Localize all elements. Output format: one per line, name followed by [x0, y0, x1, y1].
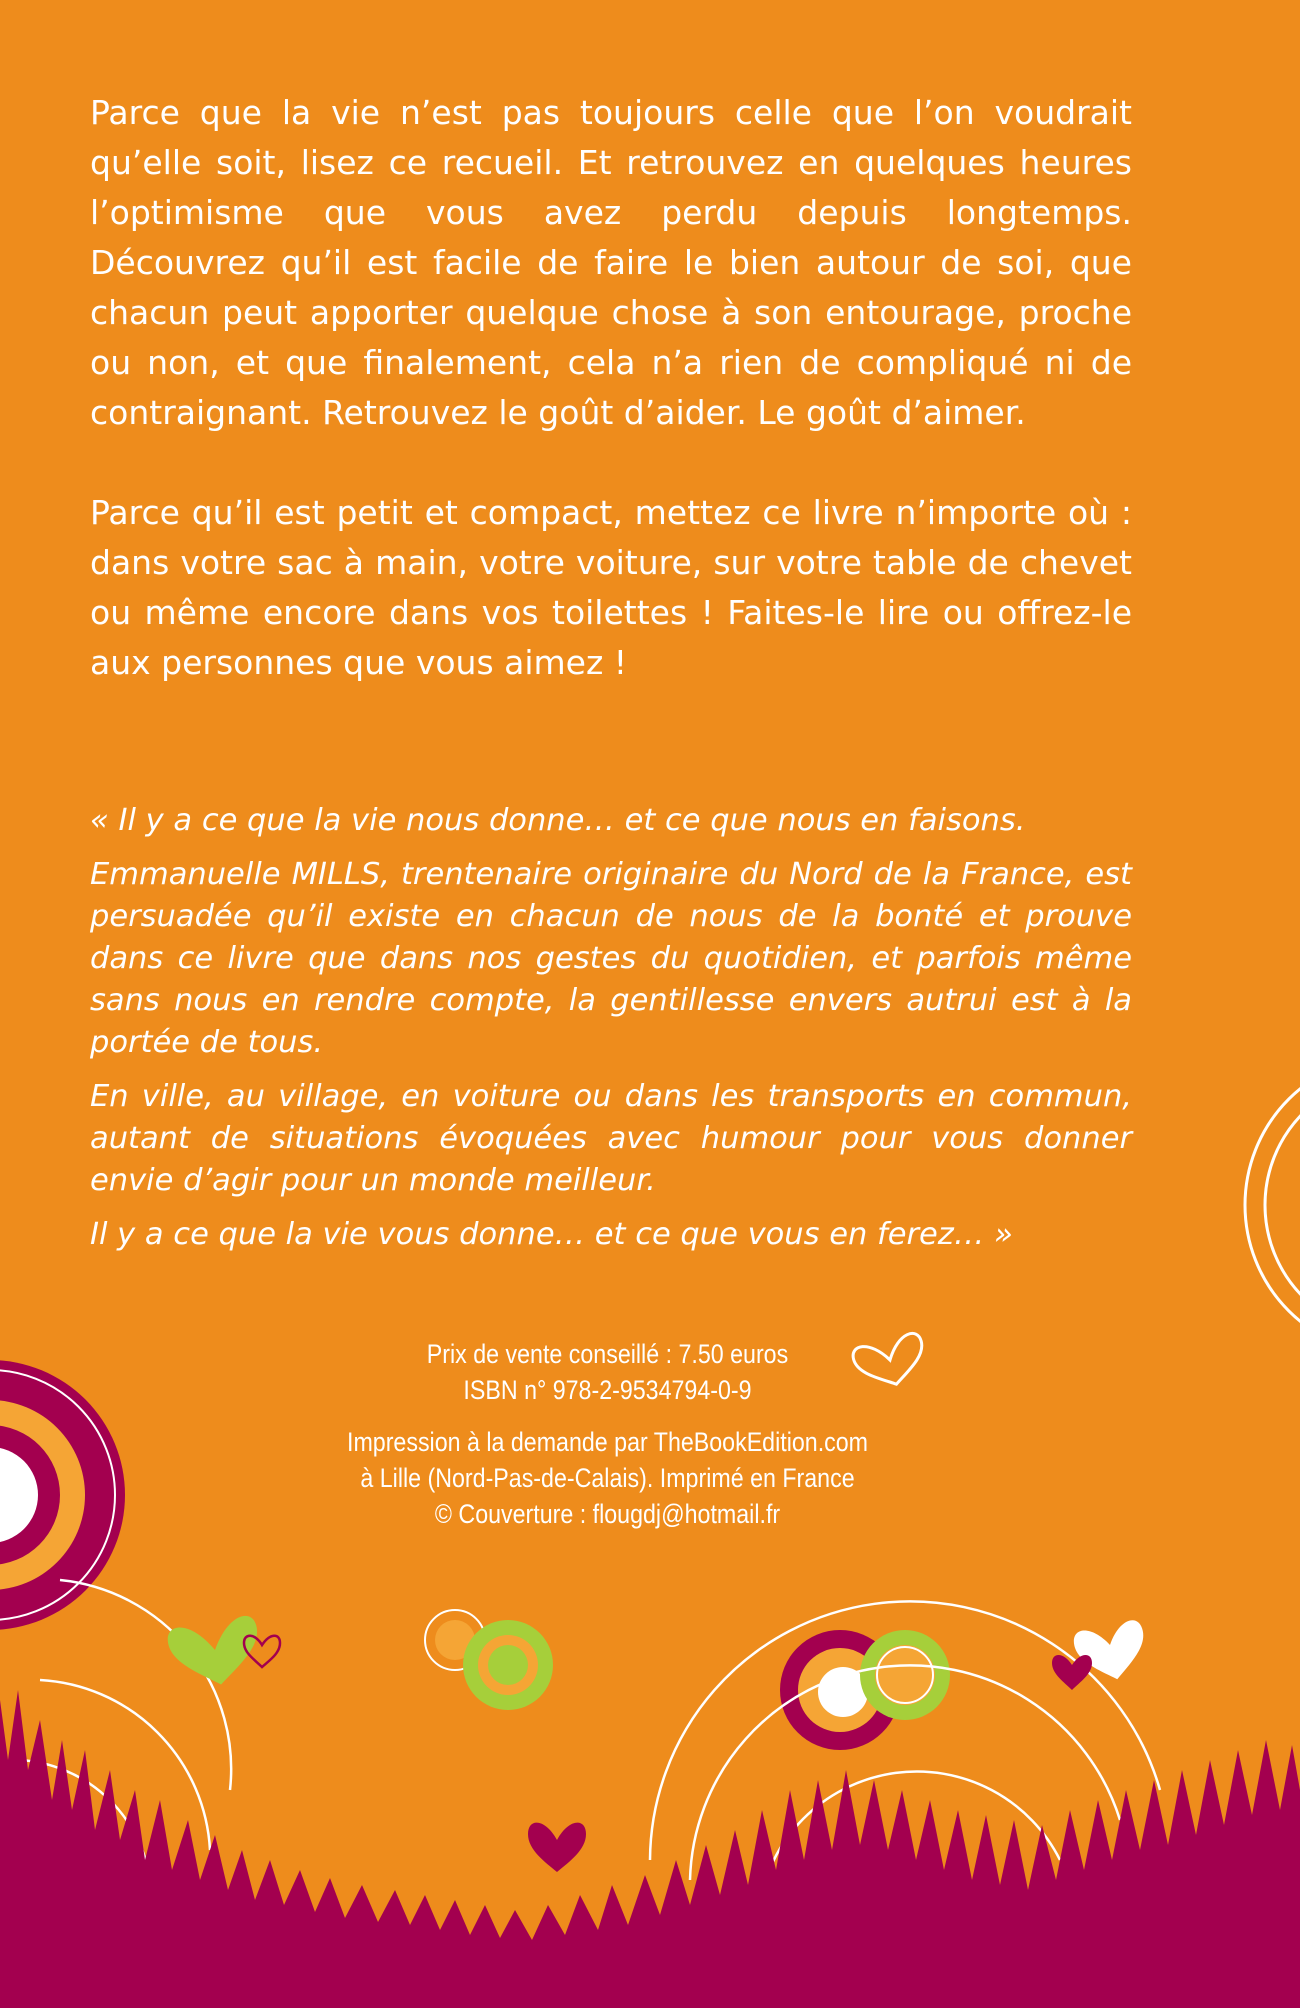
quote-line-4: Il y a ce que la vie vous donne… et ce que vous en ferez… » — [90, 1217, 1013, 1252]
quote-line-2: Emmanuelle MILLS, trentenaire originaire du Nord de la France, est persuadée qu’il existe en chacun de nous de la bonté et prouve dans ce livre que dans nos gestes du quotidien, et parfois même sans nous en rendre compte, la gentillesse envers autrui est à la portée de tous. — [90, 857, 1132, 1060]
quote-line-1: « Il y a ce que la vie nous donne… et ce que nous en faisons. — [90, 803, 1026, 838]
blurb-paragraph-1: Parce que la vie n’est pas toujours celle que l’on voudrait qu’elle soit, lisez ce recueil. Et retrouvez en quelques heures l’optimisme que vous avez perdu depuis longtemps. Découvrez qu’il est facile de faire le bien autour de soi, que chacun peut apporter quelque chose à son entourage, proche ou non, et que finalement, cela n’a rien de compliqué ni de contraignant. Retrouvez le goût d’aider. Le goût d’aimer. — [90, 93, 1132, 432]
right-arcs — [650, 1601, 1160, 1900]
heart-small-outline-icon — [244, 1636, 280, 1667]
copyright-text: © Couverture : flougdj@hotmail.fr — [434, 1499, 781, 1529]
price-block — [343, 1336, 872, 1408]
heart-lime-icon — [166, 1614, 266, 1692]
blurb-paragraph-2: Parce qu’il est petit et compact, mettez ce livre n’importe où : dans votre sac à main, votre voiture, sur votre table de chevet ou même encore dans vos toilettes ! Faites-le lire ou offrez-le aux personnes que vous aimez ! — [90, 493, 1132, 682]
heart-bottom-icon — [528, 1823, 586, 1872]
price-text: Prix de vente conseillé : 7.50 euros — [426, 1339, 789, 1369]
printing-line-1: Impression à la demande par TheBookEdition.com — [346, 1427, 869, 1457]
quote-line-3: En ville, au village, en voiture ou dans les transports en commun, autant de situations évoquées avec humour pour vous donner envie d’agir pour un monde meilleur. — [90, 1079, 1132, 1198]
printing-line-2: à Lille (Nord-Pas-de-Calais). Imprimé en France — [360, 1463, 855, 1493]
middle-circles — [425, 1610, 553, 1710]
heart-white-icon — [1072, 1618, 1152, 1686]
right-cluster-circles — [780, 1630, 950, 1750]
left-target-circle — [0, 1360, 125, 1630]
left-arcs — [20, 1580, 231, 1880]
heart-magenta-icon — [1052, 1655, 1092, 1690]
printing-block — [343, 1424, 872, 1532]
right-edge-rings — [1245, 1055, 1300, 1355]
author-quote — [90, 800, 1132, 1268]
isbn-text: ISBN n° 978-2-9534794-0-9 — [463, 1375, 752, 1405]
grass-silhouette — [0, 1690, 1300, 2008]
